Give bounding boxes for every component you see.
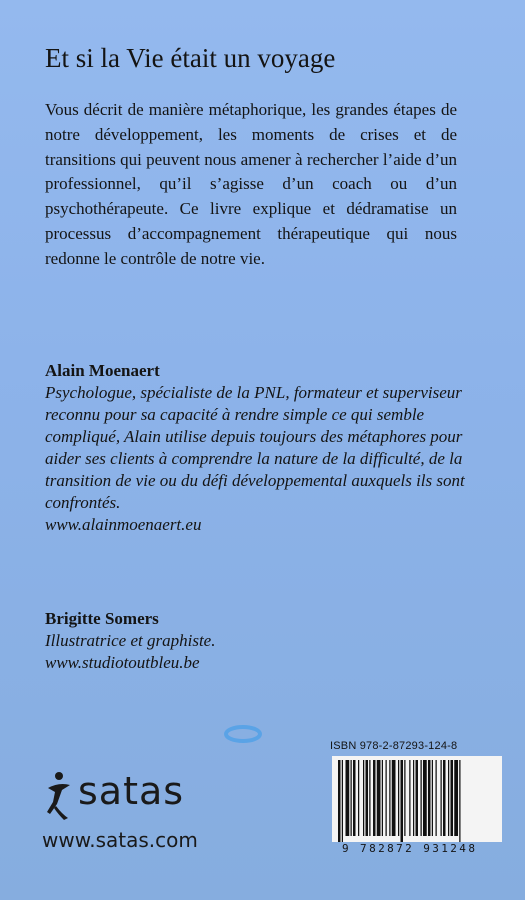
isbn-label: ISBN 978-2-87293-124-8 — [330, 740, 458, 752]
publisher-website: www.satas.com — [42, 828, 198, 852]
barcode-bar — [451, 760, 454, 836]
barcode-bar — [377, 760, 381, 836]
barcode-bar — [432, 760, 433, 836]
barcode-bar — [401, 760, 404, 842]
barcode-bar — [459, 760, 460, 842]
barcode-bar — [366, 760, 369, 836]
barcode-bar — [409, 760, 410, 836]
barcode-bar — [441, 760, 442, 836]
dancing-figure-icon — [42, 768, 78, 824]
isbn-barcode — [330, 740, 505, 858]
barcode-bar — [448, 760, 449, 836]
book-title: Et si la Vie était un voyage — [45, 43, 336, 73]
author-block-moenaert — [45, 360, 475, 536]
author-name: Alain Moenaert — [45, 361, 160, 380]
barcode-bar — [443, 760, 446, 836]
barcode-bar — [423, 760, 427, 836]
author-website: www.alainmoenaert.eu — [45, 515, 202, 534]
barcode-bar — [386, 760, 387, 836]
barcode-bar — [382, 760, 383, 836]
book-blurb: Vous décrit de manière métaphorique, les grandes étapes de notre développement, les moments de crises et de transitions qui peuvent nous amener à rechercher l’aide d’un professionnel, qu’il s’agisse d’un coach ou d’un psychothérapeute. Ce livre explique et dédramatise un processus d’accompagnement thérapeutique qui nous redonne le contrôle de notre vie. — [45, 100, 457, 268]
barcode-bar — [353, 760, 356, 836]
barcode-bar — [416, 760, 419, 836]
barcode-bar — [436, 760, 437, 836]
publisher-logo — [42, 768, 212, 826]
barcode-bar — [342, 760, 343, 842]
barcode-bar — [338, 760, 341, 842]
author-website: www.studiotoutbleu.be — [45, 653, 200, 672]
barcode-bar — [392, 760, 396, 836]
barcode-digits: 9 782872 931248 — [342, 842, 478, 855]
barcode-bar — [369, 760, 370, 836]
barcode-bar — [373, 760, 376, 836]
publisher-logo-text: satas — [78, 769, 185, 813]
barcode-bar — [398, 760, 399, 836]
barcode-bar — [413, 760, 414, 836]
author-block-somers — [45, 608, 475, 674]
author-bio: Illustratrice et graphiste. — [45, 631, 216, 650]
barcode-bar — [351, 760, 352, 836]
barcode-bar — [428, 760, 431, 836]
barcode-bar — [389, 760, 390, 836]
decorative-ellipse-icon — [222, 722, 268, 748]
barcode-bar — [454, 760, 458, 836]
barcode-bars — [332, 756, 502, 842]
author-bio: Psychologue, spécialiste de la PNL, formateur et superviseur reconnu pour sa capacité à rendre simple ce qui semble compliqué, Alain utilise depuis toujours des métaphores pour aider ses clients à comprendre la nature de la difficulté, de la transition de vie ou du défi développemental auxquels ils sont confrontés. — [45, 383, 465, 512]
barcode-bar — [358, 760, 359, 836]
barcode-bar — [404, 760, 405, 836]
barcode-bar — [346, 760, 350, 836]
barcode-bar — [363, 760, 364, 836]
barcode-bar — [421, 760, 422, 836]
author-name: Brigitte Somers — [45, 609, 159, 628]
